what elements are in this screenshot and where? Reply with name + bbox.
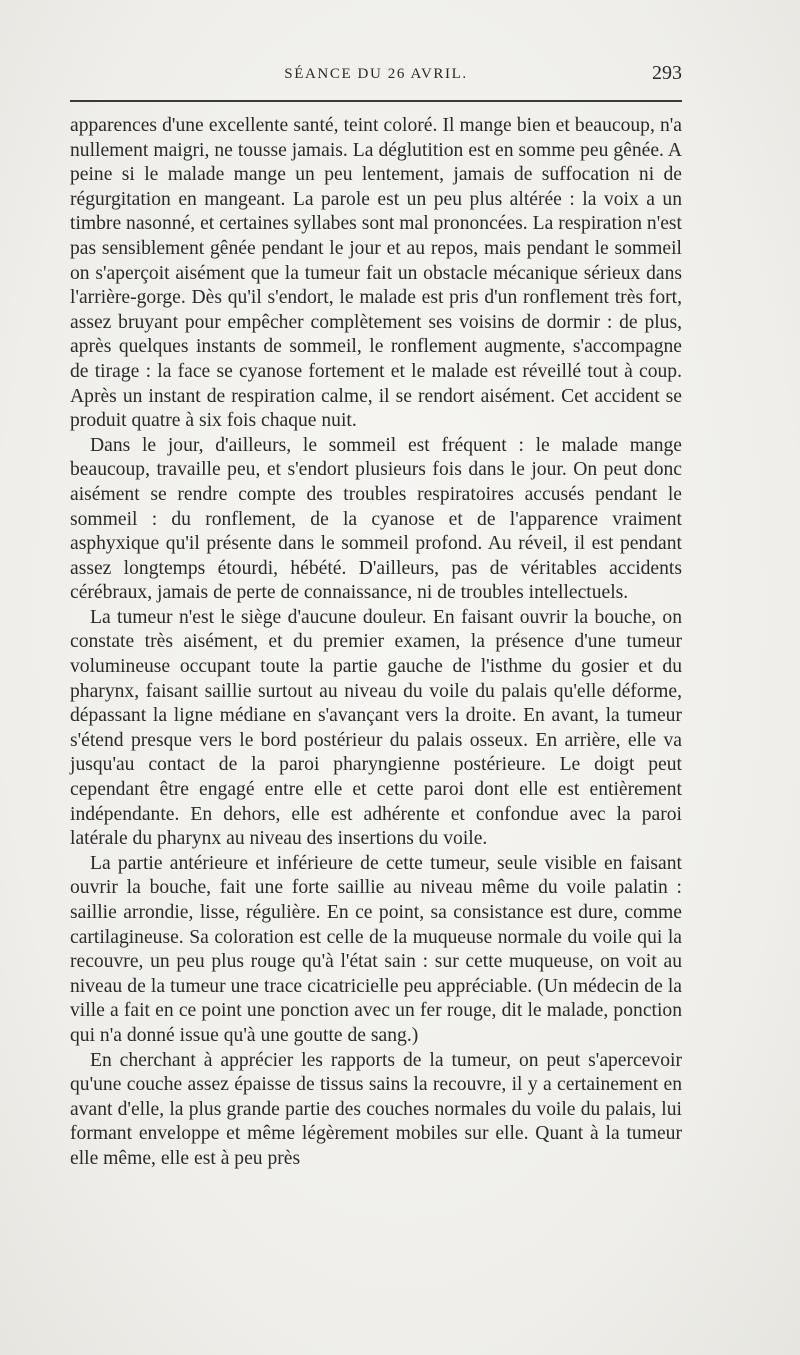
paragraph-1: apparences d'une excellente santé, teint coloré. Il mange bien et beaucoup, n'a nullement maigri, ne tousse jamais. La déglutition est en somme peu gênée. A peine si le malade mange un peu lentement, jamais de suffocation ni de régurgitation en mangeant. La parole est un peu plus altérée : la voix a un timbre nasonné, et certaines syllabes sont mal prononcées. La respiration n'est pas sensiblement gênée pendant le jour et au repos, mais pendant le sommeil on s'aperçoit aisément que la tumeur fait un obstacle mécanique sérieux dans l'arrière-gorge. Dès qu'il s'endort, le malade est pris d'un ronflement très fort, assez bruyant pour empêcher complètement ses voisins de dormir : de plus, après quelques instants de sommeil, le ronflement augmente, s'accompagne de tirage : la face se cyanose fortement et le malade est réveillé tout à coup. Après un instant de respiration calme, il se rendort aisément. Cet accident se produit quatre à six fois chaque nuit. bbox=[70, 115, 682, 432]
paragraph-2: Dans le jour, d'ailleurs, le sommeil est fréquent : le malade mange beaucoup, travaille peu, et s'endort plusieurs fois dans le jour. On peut donc aisément se rendre compte des troubles respiratoires accusés pendant le sommeil : du ronflement, de la cyanose et de l'apparence vraiment asphyxique qu'il présente dans le sommeil profond. Au réveil, il est pendant assez longtemps étourdi, hébété. D'ailleurs, pas de véritables accidents cérébraux, jamais de perte de connaissance, ni de troubles intellectuels. bbox=[70, 434, 682, 604]
paragraph-3: La tumeur n'est le siège d'aucune douleur. En faisant ouvrir la bouche, on constate très aisément, et du premier examen, la présence d'une tumeur volumineuse occupant toute la partie gauche de l'isthme du gosier et du pharynx, faisant saillie surtout au niveau du voile du palais qu'elle déforme, dépassant la ligne médiane en s'avançant vers la droite. En avant, la tumeur s'étend presque vers le bord postérieur du palais osseux. En arrière, elle va jusqu'au contact de la paroi pharyngienne postérieure. Le doigt peut cependant être engagé entre elle et cette paroi dont elle est entièrement indépendante. En dehors, elle est adhérente et confondue avec la paroi latérale du pharynx au niveau des insertions du voile. bbox=[70, 606, 682, 850]
paragraph-5: En cherchant à apprécier les rapports de la tumeur, on peut s'apercevoir qu'une couche assez épaisse de tissus sains la recouvre, il y a certainement en avant d'elle, la plus grande partie des couches normales du voile du palais, lui formant enveloppe et même légèrement mobiles sur elle. Quant à la tumeur elle même, elle est à peu près bbox=[70, 1049, 682, 1169]
header-rule bbox=[70, 100, 682, 102]
page-header bbox=[70, 62, 682, 92]
paragraph-4: La partie antérieure et inférieure de cette tumeur, seule visible en faisant ouvrir la bouche, fait une forte saillie au niveau même du voile palatin : saillie arrondie, lisse, régulière. En ce point, sa consistance est dure, comme cartilagineuse. Sa coloration est celle de la muqueuse normale du voile qui la recouvre, un peu plus rouge qu'à l'état sain : sur cette muqueuse, on voit au niveau de la tumeur une trace cicatricielle peu appréciable. (Un médecin de la ville a fait en ce point une ponction avec un fer rouge, dit le malade, ponction qui n'a donné issue qu'à une goutte de sang.) bbox=[70, 852, 682, 1046]
body-text bbox=[70, 114, 682, 1172]
page-number: 293 bbox=[652, 62, 682, 84]
running-title: SÉANCE DU 26 AVRIL. bbox=[284, 66, 468, 82]
